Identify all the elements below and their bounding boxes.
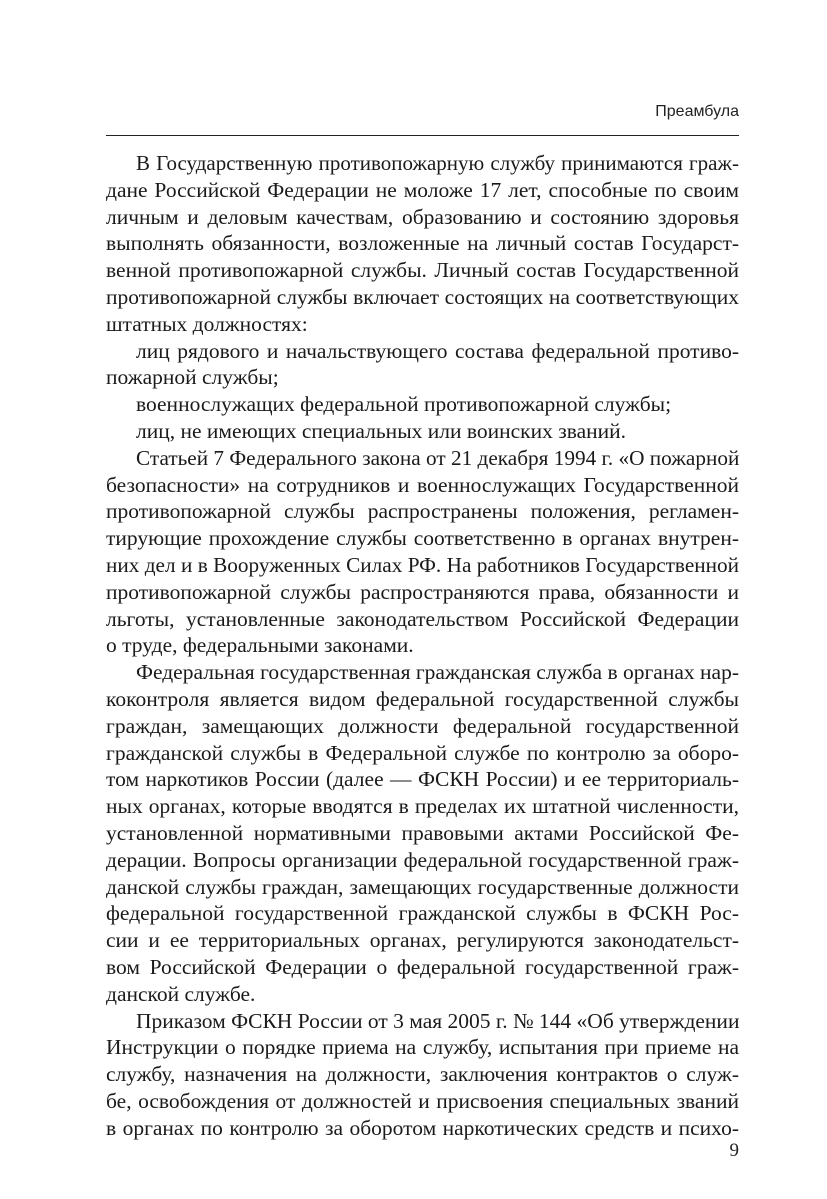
page-number: 9 xyxy=(729,1140,739,1161)
text-line: Федеральная государственная гражданская служба в органах нар- xyxy=(136,660,739,685)
header-rule xyxy=(106,135,739,136)
text-line: граждан, замещающих должности федеральной государственной xyxy=(106,713,739,738)
text-line: федеральной государственной гражданской службы в ФСКН Рос- xyxy=(106,901,739,926)
text-line: противопожарной службы распространены положения, регламен- xyxy=(106,499,739,524)
text-line: выполнять обязанности, возложенные на личный состав Государст- xyxy=(106,231,739,256)
text-line: венной противопожарной службы. Личный состав Государственной xyxy=(106,258,739,283)
text-line: данской службе. xyxy=(106,981,256,1006)
text-line: противопожарной службы распространяются права, обязанности и xyxy=(106,579,739,604)
text-line: сии и ее территориальных органах, регулируются законодательст- xyxy=(106,928,739,953)
text-line: Инструкции о порядке приема на службу, испытания при приеме на xyxy=(106,1035,739,1060)
text-line: Статьей 7 Федерального закона от 21 декабря 1994 г. «О пожарной xyxy=(136,445,740,470)
text-line: коконтроля является видом федеральной государственной службы xyxy=(106,686,739,711)
text-line: них дел и в Вооруженных Силах РФ. На работников Государственной xyxy=(106,552,739,577)
text-line: лиц рядового и начальствующего состава федеральной противо- xyxy=(136,338,739,363)
running-head: Преамбула xyxy=(655,103,739,120)
text-line: лиц, не имеющих специальных или воинских званий. xyxy=(136,418,627,443)
text-line: установленной нормативными правовыми актами Российской Фе- xyxy=(106,820,739,845)
text-line: данской службы граждан, замещающих государственные должности xyxy=(106,874,739,899)
text-line: вом Российской Федерации о федеральной государственной граж- xyxy=(106,954,739,979)
text-line: безопасности» на сотрудников и военнослужащих Государственной xyxy=(106,472,739,497)
text-line: дерации. Вопросы организации федеральной государственной граж- xyxy=(106,847,739,872)
text-line: о труде, федеральными законами. xyxy=(106,633,414,658)
text-line: В Государственную противопожарную службу принимаются граж- xyxy=(136,151,739,175)
text-line: противопожарной службы включает состоящих на соответствующих xyxy=(106,284,739,309)
text-line: военнослужащих федеральной противопожарной службы; xyxy=(136,392,672,417)
text-line: в органах по контролю за оборотом наркотических средств и психо- xyxy=(106,1115,739,1140)
text-line: Приказом ФСКН России от 3 мая 2005 г. № 144 «Об утверждении xyxy=(136,1008,740,1033)
text-line: льготы, установленные законодательством Российской Федерации xyxy=(106,606,739,631)
text-line: пожарной службы; xyxy=(106,365,279,390)
text-line: службу, назначения на должности, заключения контрактов о служ- xyxy=(106,1062,739,1087)
text-line: дане Российской Федерации не моложе 17 лет, способные по своим xyxy=(106,177,739,202)
text-line: ных органах, которые вводятся в пределах их штатной численности, xyxy=(106,794,739,819)
text-line: том наркотиков России (далее — ФСКН России) и ее территориаль- xyxy=(106,767,739,792)
text-line: бе, освобождения от должностей и присвоения специальных званий xyxy=(106,1088,739,1113)
text-line: гражданской службы в Федеральной службе по контролю за оборо- xyxy=(106,740,739,765)
text-line: штатных должностях: xyxy=(106,311,308,336)
text-line: тирующие прохождение службы соответственно в органах внутрен- xyxy=(106,526,739,551)
body-text xyxy=(106,150,739,1141)
text-line: личным и деловым качествам, образованию и состоянию здоровья xyxy=(106,204,739,229)
